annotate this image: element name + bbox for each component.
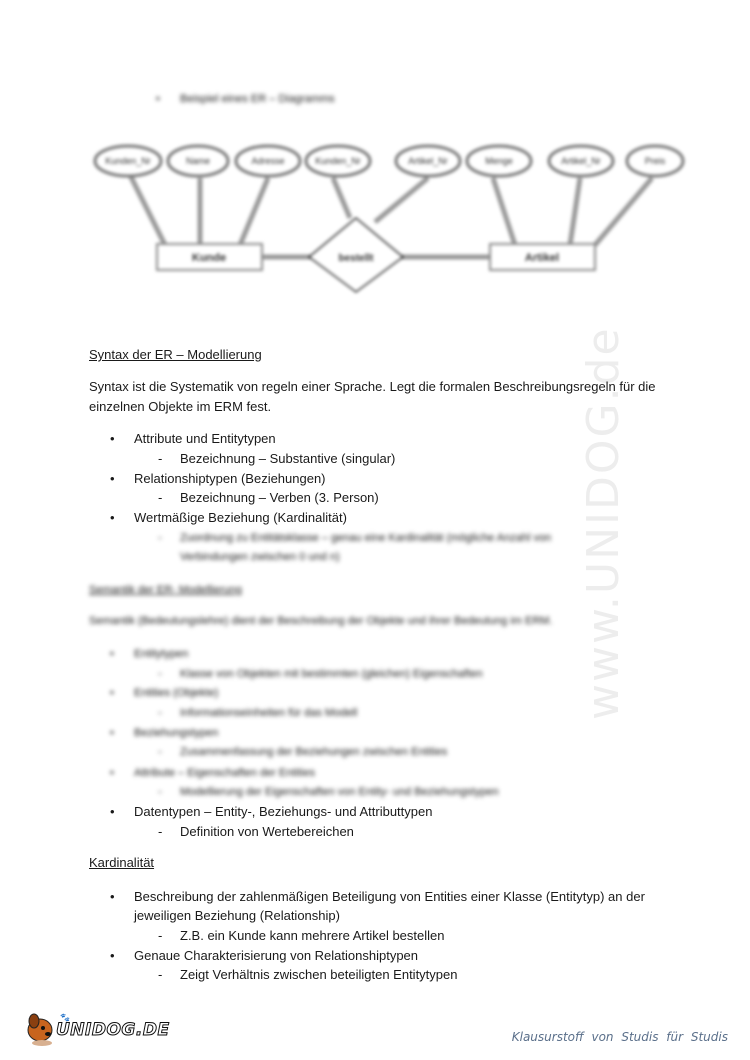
watermark: www.UNIDOG.de xyxy=(578,326,629,720)
semantik-item: • Attribute – Eigenschaften der Entities xyxy=(134,764,315,782)
syntax-subitem-blurred: - Zuordnung zu Entitätsklasse – genau eine Kardinalität (mögliche Anzahl von xyxy=(180,529,551,547)
attr-artikel-nr-1: Artikel_Nr xyxy=(408,156,448,166)
syntax-paragraph-line-1: Syntax ist die Systematik von regeln einer Sprache. Legt die formalen Beschreibungsregeln für die xyxy=(89,379,656,394)
semantik-item: • Entities (Objekte) xyxy=(134,684,218,702)
syntax-item: • Relationshiptypen (Beziehungen) xyxy=(134,470,326,488)
semantik-heading: Semantik der ER- Modellierung xyxy=(89,584,242,596)
attr-kunden-nr-2: Kunden_Nr xyxy=(315,156,361,166)
syntax-subitem: - Bezeichnung – Verben (3. Person) xyxy=(180,489,379,507)
semantik-subitem: - Klasse von Objekten mit bestimmten (gleichen) Eigenschaften xyxy=(180,665,483,683)
semantik-subitem: - Definition von Wertebereichen xyxy=(180,823,354,841)
syntax-item: • Attribute und Entitytypen xyxy=(134,430,276,448)
semantik-paragraph: Semantik (Bedeutungslehre) dient der Beschreibung der Objekte und ihrer Bedeutung im ERM. xyxy=(89,615,553,627)
semantik-subitem: - Informationseinheiten für das Modell xyxy=(180,704,357,722)
semantik-subitem: - Zusammenfassung der Beziehungen zwischen Entities xyxy=(180,743,447,761)
syntax-item: • Wertmäßige Beziehung (Kardinalität) xyxy=(134,509,347,527)
kardinalitaet-item: • Beschreibung der zahlenmäßigen Beteiligung von Entities einer Klasse (Entitytyp) an der xyxy=(134,888,645,906)
syntax-paragraph-line-2: einzelnen Objekte im ERM fest. xyxy=(89,399,272,414)
attr-kunden-nr-1: Kunden_Nr xyxy=(105,156,151,166)
syntax-subitem-continued-blurred: Verbindungen zwischen 0 und n) xyxy=(180,551,340,563)
er-diagram xyxy=(0,0,750,310)
semantik-subitem: - Modellierung der Eigenschaften von Entity- und Beziehungstypen xyxy=(180,783,499,801)
kardinalitaet-subitem: - Zeigt Verhältnis zwischen beteiligten Entitytypen xyxy=(180,966,458,984)
logo-text: UNIDOG.DE xyxy=(56,1020,170,1040)
kardinalitaet-heading: Kardinalität xyxy=(89,855,155,870)
syntax-heading: Syntax der ER – Modellierung xyxy=(89,347,262,362)
relationship-bestellt: bestellt xyxy=(338,253,374,264)
attr-preis: Preis xyxy=(644,156,666,166)
attr-name: Name xyxy=(185,156,211,166)
attr-menge: Menge xyxy=(485,156,513,166)
svg-text:🐾: 🐾 xyxy=(60,1013,70,1022)
kardinalitaet-subitem: - Z.B. ein Kunde kann mehrere Artikel bestellen xyxy=(180,927,444,945)
semantik-item: • Entitytypen xyxy=(134,645,188,663)
entity-kunde: Kunde xyxy=(191,252,227,264)
footer-tagline: Klausurstoff von Studis für Studis xyxy=(511,1030,728,1044)
semantik-item: • Datentypen – Entity-, Beziehungs- und Attributtypen xyxy=(134,803,432,821)
syntax-subitem: - Bezeichnung – Substantive (singular) xyxy=(180,450,395,468)
attr-adresse: Adresse xyxy=(251,156,285,166)
kardinalitaet-item-continued: jeweiligen Beziehung (Relationship) xyxy=(134,908,340,923)
attr-artikel-nr-2: Artikel_Nr xyxy=(561,156,601,166)
intro-bullet: • Beispiel eines ER – Diagramms xyxy=(180,90,335,108)
entity-artikel: Artikel xyxy=(524,252,560,264)
kardinalitaet-item: • Genaue Charakterisierung von Relationshiptypen xyxy=(134,947,418,965)
semantik-item: • Beziehungstypen xyxy=(134,724,218,742)
